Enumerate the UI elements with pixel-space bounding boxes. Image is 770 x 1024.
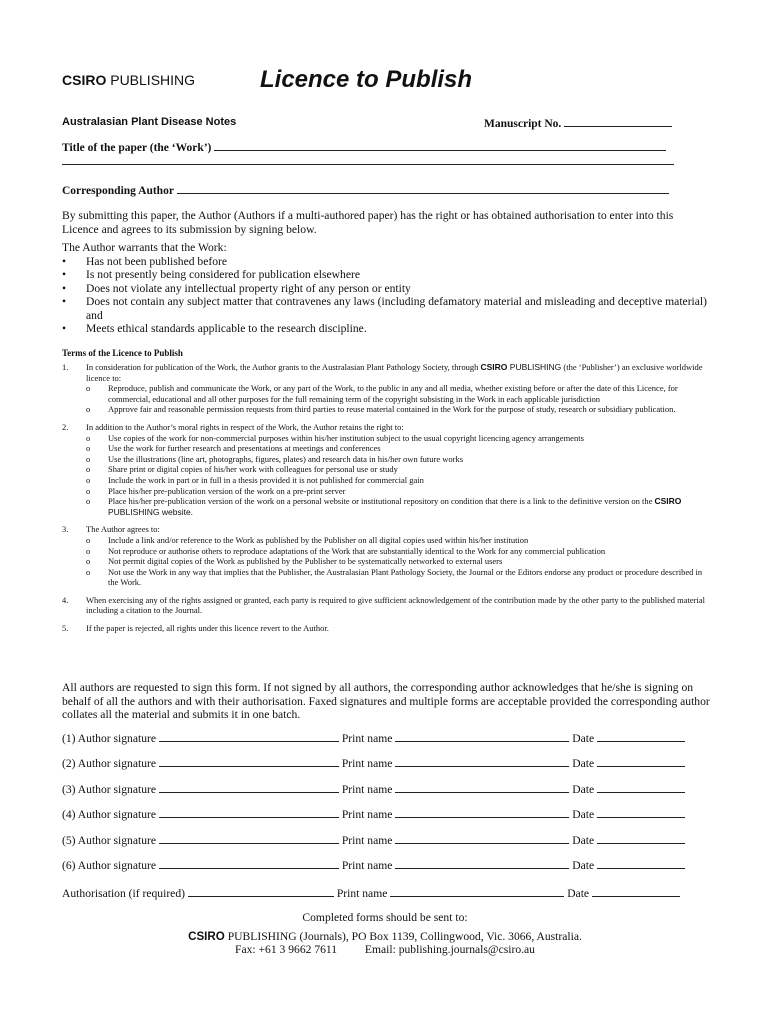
date-label: Date xyxy=(572,859,595,872)
term-5: 5. If the paper is rejected, all rights under this licence revert to the Author. xyxy=(62,623,329,634)
bullet-icon: • xyxy=(62,254,67,268)
list-item: o Include the work in part or in full in a thesis provided it is not published for commercial gain xyxy=(86,474,424,485)
print-name-field[interactable] xyxy=(395,858,569,869)
title-label: Title of the paper (the ‘Work’) xyxy=(62,142,212,154)
all-authors-paragraph: All authors are requested to sign this form. If not signed by all authors, the corresponding author acknowledges that he/she is signing on behalf of all the authors and with their authorisation. Faxed signatures and multiple forms are acceptable provided the corresponding author collates all the material and submits it in one batch. xyxy=(62,681,710,721)
corresponding-author-label: Corresponding Author xyxy=(62,185,174,197)
footer-contact xyxy=(0,943,770,957)
print-name-label: Print name xyxy=(336,887,388,900)
signature-field[interactable] xyxy=(159,756,339,767)
signature-field[interactable] xyxy=(159,858,339,869)
manuscript-label: Manuscript No. xyxy=(484,118,562,130)
print-name-label: Print name xyxy=(341,783,393,796)
date-label: Date xyxy=(572,808,595,821)
signature-row-4 xyxy=(62,807,685,821)
signature-field[interactable] xyxy=(159,807,339,818)
list-item: o Place his/her pre-publication version of the work on a pre-print server xyxy=(86,485,346,496)
print-name-field[interactable] xyxy=(395,807,569,818)
document-title: Licence to Publish xyxy=(260,66,473,93)
fax-number: Fax: +61 3 9662 7611 xyxy=(235,943,338,956)
print-name-label: Print name xyxy=(341,859,393,872)
title-field-line2[interactable] xyxy=(62,164,674,165)
bullet-icon: • xyxy=(62,295,67,308)
title-row xyxy=(62,140,666,154)
intro-paragraph: By submitting this paper, the Author (Authors if a multi-authored paper) has the right or has obtained authorisation to enter into this Licence and agrees to its submission by signing below. xyxy=(62,209,674,236)
warranty-section xyxy=(62,241,712,336)
list-item: o Approve fair and reasonable permission requests from third parties to reuse material contained in the Work for the purpose of study, research or subsidiary publication. xyxy=(86,404,676,415)
journal-name: Australasian Plant Disease Notes xyxy=(62,116,237,128)
signature-row-2 xyxy=(62,756,685,770)
signature-row-3 xyxy=(62,782,685,796)
list-item: • Has not been published before xyxy=(62,254,228,268)
list-item: • Meets ethical standards applicable to the research discipline. xyxy=(62,322,367,335)
date-label: Date xyxy=(572,834,595,847)
corresponding-author-field[interactable] xyxy=(177,183,669,194)
footer-sent-to: Completed forms should be sent to: xyxy=(302,911,468,924)
footer-address: CSIRO PUBLISHING (Journals), PO Box 1139, Collingwood, Vic. 3066, Australia. xyxy=(188,930,582,943)
term-3: 3. The Author agrees to: o Include a link and/or reference to the Work as published by the Publisher on all digital copies used within his/her institution o Not reproduce or authorise others to reproduce adaptations of the Work that are substantially identical to the Work for any commercial publication o Not permit digital copies of the Work as published by the Publisher to be systematically networked to external users o Not use the Work in any way that implies that the Publisher, the Australasian Plant Pathology Society, the Journal or the Editors endorse any product or procedure described in the Work. xyxy=(62,524,710,588)
list-item: o Reproduce, publish and communicate the Work, or any part of the Work, to the public in any and all media, whether existing before or after the date of this Licence, for commercial, educational and all other purposes for the full remaining term of the copyright subsisting in the Work in each applicable jurisdiction xyxy=(86,383,678,404)
date-field[interactable] xyxy=(597,833,685,844)
term-2: 2. In addition to the Author’s moral rights in respect of the Work, the Author retains the right to: o Use copies of the work for non-commercial purposes within his/her institution subject to the usual copyright licencing agency arrangements o Use the work for further research and presentations at meetings and conferences o Use the illustrations (line art, photographs, figures, plates) and research data in his/her own future works o Share print or digital copies of his/her work with colleagues for personal use or study o Include the work in part or in full in a thesis provided it is not published for commercial gain o Place his/her pre-publication version of the work on a pre-print server o Place his/her pre-publication version of the work on a personal website or institutional repository on condition that there is a link to the definitive version on the CSIRO PUBLISHING website. xyxy=(62,422,710,517)
corresponding-author-row xyxy=(62,183,669,197)
signature-field[interactable] xyxy=(159,782,339,793)
email-address[interactable]: Email: publishing.journals@csiro.au xyxy=(364,943,535,956)
list-item: o Use copies of the work for non-commercial purposes within his/her institution subject to the usual copyright licencing agency arrangements xyxy=(86,432,584,443)
date-field[interactable] xyxy=(592,886,680,897)
date-field[interactable] xyxy=(597,858,685,869)
signature-label: (6) Author signature xyxy=(62,859,157,872)
print-name-field[interactable] xyxy=(395,833,569,844)
list-item: • Does not violate any intellectual property right of any person or entity xyxy=(62,281,411,295)
signature-field[interactable] xyxy=(159,731,339,742)
date-field[interactable] xyxy=(597,807,685,818)
list-item: o Include a link and/or reference to the Work as published by the Publisher on all digital copies used within his/her institution xyxy=(86,534,529,545)
list-item: • Does not contain any subject matter that contravenes any laws (including defamatory material and misleading and deceptive material) and xyxy=(62,295,708,322)
print-name-field[interactable] xyxy=(395,756,569,767)
print-name-label: Print name xyxy=(341,834,393,847)
date-label: Date xyxy=(572,783,595,796)
title-field[interactable] xyxy=(214,140,666,151)
print-name-field[interactable] xyxy=(390,886,564,897)
bullet-icon: • xyxy=(62,268,67,281)
manuscript-number-row xyxy=(484,116,672,130)
list-item: o Not reproduce or authorise others to reproduce adaptations of the Work that are substantially identical to the Work for any commercial publication xyxy=(86,545,606,556)
list-item: o Not use the Work in any way that implies that the Publisher, the Australasian Plant Pathology Society, the Journal or the Editors endorse any product or procedure described in the Work. xyxy=(86,566,703,588)
date-field[interactable] xyxy=(597,731,685,742)
signature-field[interactable] xyxy=(159,833,339,844)
terms-heading: Terms of the Licence to Publish xyxy=(62,348,183,358)
signature-label: (4) Author signature xyxy=(62,808,157,821)
bullet-icon: • xyxy=(62,322,67,335)
authorisation-field[interactable] xyxy=(188,886,334,897)
term-4: 4. When exercising any of the rights assigned or granted, each party is required to give sufficient acknowledgement of the contribution made by the other party to the published material including a citation to the Journal. xyxy=(62,594,705,616)
date-field[interactable] xyxy=(597,782,685,793)
warranty-lead: The Author warrants that the Work: xyxy=(62,241,227,254)
date-label: Date xyxy=(572,757,595,770)
terms-list xyxy=(62,362,710,641)
list-item: o Use the illustrations (line art, photographs, figures, plates) and research data in his/her own future works xyxy=(86,453,464,464)
manuscript-number-field[interactable] xyxy=(564,116,672,127)
warranty-list xyxy=(62,255,712,336)
print-name-field[interactable] xyxy=(395,782,569,793)
signature-label: (5) Author signature xyxy=(62,834,157,847)
list-item: o Share print or digital copies of his/her work with colleagues for personal use or study xyxy=(86,464,398,475)
print-name-label: Print name xyxy=(341,757,393,770)
signature-row-6 xyxy=(62,858,685,872)
print-name-field[interactable] xyxy=(395,731,569,742)
term-1: 1. In consideration for publication of the Work, the Author grants to the Australasian Plant Pathology Society, through CSIRO PUBLISHING (the ‘Publisher’) an exclusive worldwide licence to: o Reproduce, publish and communicate the Work, or any part of the Work, to the public in any and all media, whether existing before or after the date of this Licence, for commercial, educational and all other purposes for the full remaining term of the copyright subsisting in the Work in each applicable jurisdiction o Approve fair and reasonable permission requests from third parties to reuse material contained in the Work for the purpose of study, research or subsidiary publication. xyxy=(62,362,710,415)
list-item: o Use the work for further research and presentations at meetings and conferences xyxy=(86,443,381,454)
print-name-label: Print name xyxy=(341,808,393,821)
signature-label: (3) Author signature xyxy=(62,783,157,796)
signature-row-1 xyxy=(62,731,685,745)
signature-label: (2) Author signature xyxy=(62,757,157,770)
bullet-icon: • xyxy=(62,281,67,295)
signature-row-5 xyxy=(62,833,685,847)
list-item: • Is not presently being considered for publication elsewhere xyxy=(62,268,360,281)
signature-label: (1) Author signature xyxy=(62,732,157,745)
authorisation-row xyxy=(62,886,680,900)
list-item: o Not permit digital copies of the Work as published by the Publisher to be systematically networked to external users xyxy=(86,556,503,567)
print-name-label: Print name xyxy=(341,732,393,745)
date-field[interactable] xyxy=(597,756,685,767)
publisher-logo: CSIRO PUBLISHING xyxy=(62,72,196,88)
date-label: Date xyxy=(567,887,590,900)
list-item: o Place his/her pre-publication version of the work on a personal website or institutional repository on condition that there is a link to the definitive version on the CSIRO PUBLISHING website. xyxy=(86,496,682,517)
authorisation-label: Authorisation (if required) xyxy=(62,887,185,900)
date-label: Date xyxy=(572,732,595,745)
